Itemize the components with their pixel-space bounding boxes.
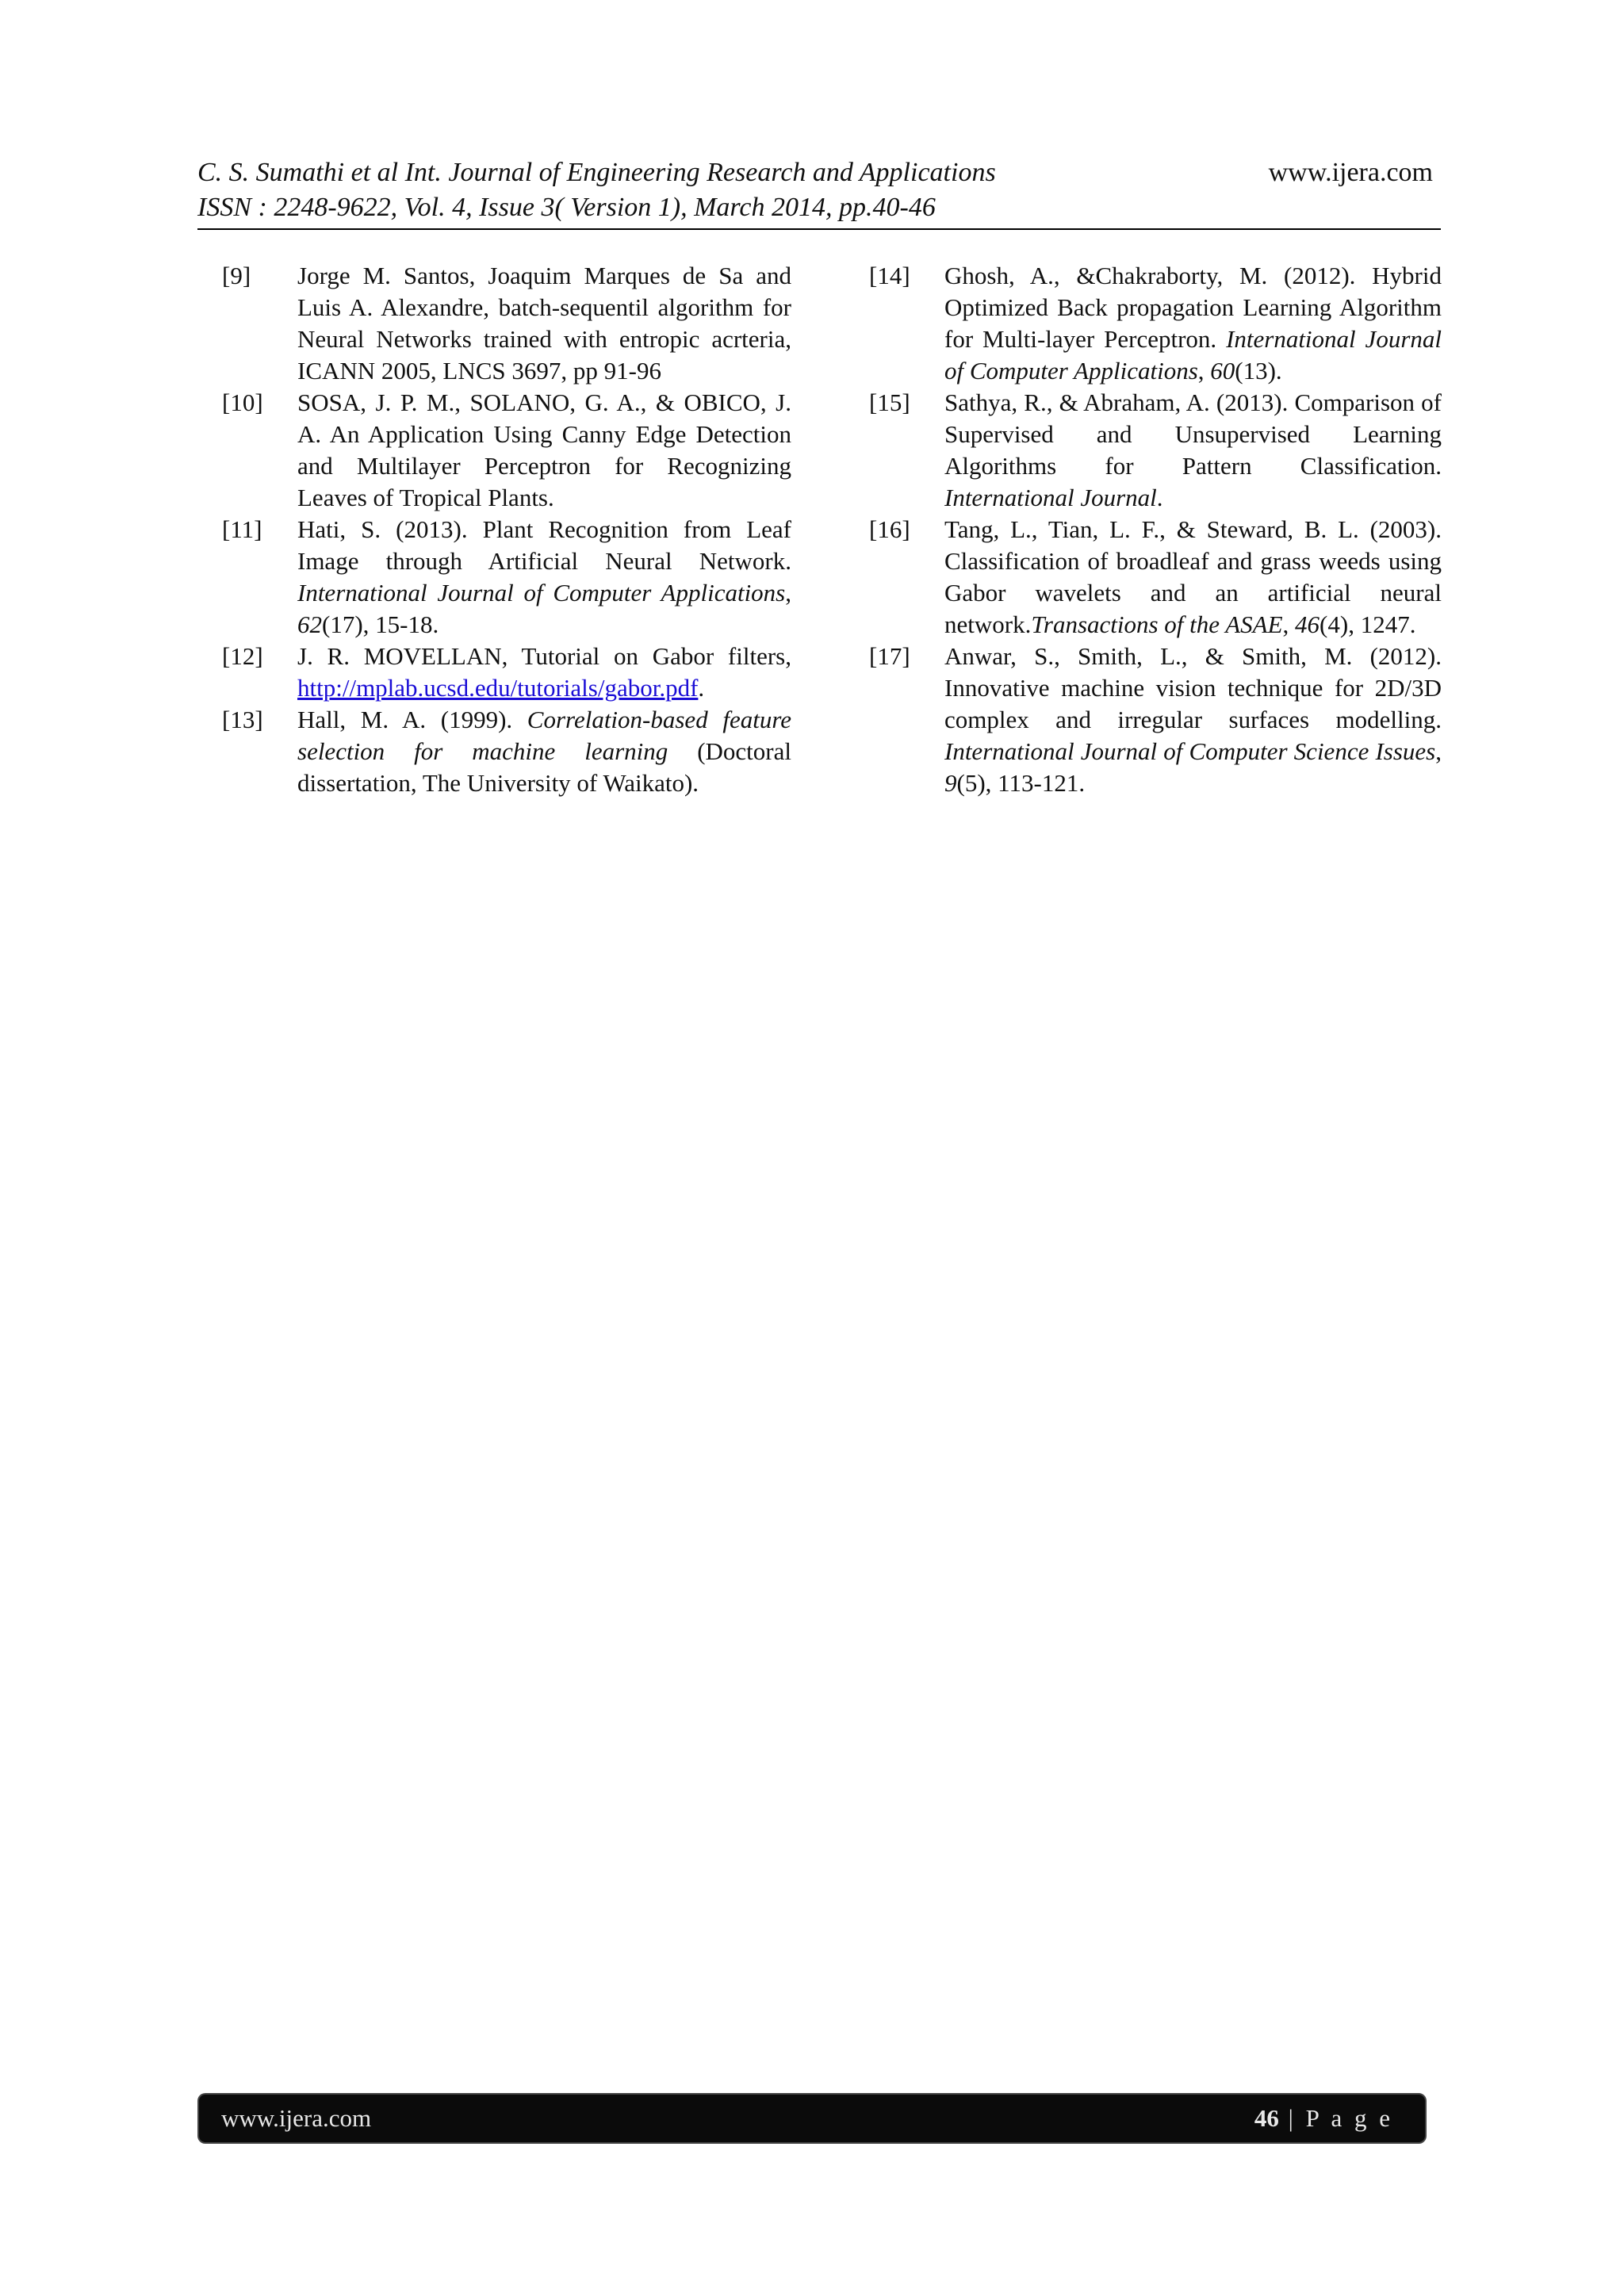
reference-11 (222, 514, 791, 641)
reference-12 (222, 641, 791, 704)
reference-text: Jorge M. Santos, Joaquim Marques de Sa and Luis A. Alexandre, batch-sequentil algorithm for Neural Networks trained with entropic acrteria, ICANN 2005, LNCS 3697, pp 91-96 (297, 262, 791, 385)
page-label: | P a g e (1278, 2104, 1393, 2132)
reference-number: [9] (222, 262, 251, 289)
header-issn: ISSN : 2248-9622, Vol. 4, Issue 3( Version 1), March 2014, pp.40-46 (197, 193, 936, 222)
reference-text: SOSA, J. P. M., SOLANO, G. A., & OBICO, J. A. An Application Using Canny Edge Detection and Multilayer Perceptron for Recognizing Leaves of Tropical Plants. (297, 388, 791, 511)
reference-number: [16] (869, 515, 910, 543)
journal-name: International Journal of Computer Applications (297, 579, 786, 607)
volume: 60 (1210, 357, 1235, 385)
reference-10 (222, 387, 791, 514)
header-line-1 (197, 155, 1441, 190)
page-header (197, 155, 1441, 230)
reference-13 (222, 704, 791, 799)
volume: 46 (1295, 610, 1320, 638)
reference-text: Hall, M. A. (1999). Correlation-based feature selection for machine learning (Doctoral dissertation, The University of Waikato). (297, 706, 791, 797)
references-left-column (222, 260, 791, 799)
work-title: Correlation-based feature selection for machine learning (297, 706, 791, 765)
reference-16 (869, 514, 1442, 641)
reference-text: Ghosh, A., &Chakraborty, M. (2012). Hybrid Optimized Back propagation Learning Algorithm for Multi-layer Perceptron. International Journal of Computer Applications, 60(13). (944, 262, 1442, 385)
reference-text: Hati, S. (2013). Plant Recognition from Leaf Image through Artificial Neural Network. International Journal of Computer Applications, 62(17), 15-18. (297, 515, 791, 638)
footer-url[interactable]: www.ijera.com (221, 2104, 372, 2132)
reference-15 (869, 387, 1442, 514)
reference-number: [13] (222, 706, 263, 733)
reference-14 (869, 260, 1442, 387)
page-footer (197, 2093, 1427, 2144)
reference-text: J. R. MOVELLAN, Tutorial on Gabor filters, http://mplab.ucsd.edu/tutorials/gabor.pdf. (297, 642, 791, 702)
reference-text: Tang, L., Tian, L. F., & Steward, B. L. (2003). Classification of broadleaf and grass weeds using Gabor wavelets and an artificial neural network.Transactions of the ASAE, 46(4), 1247. (944, 515, 1442, 638)
page-number: 46 (1254, 2104, 1279, 2132)
volume: 9 (944, 769, 957, 797)
reference-9 (222, 260, 791, 387)
journal-name: International Journal of Computer Applications (944, 325, 1442, 385)
reference-text: Sathya, R., & Abraham, A. (2013). Comparison of Supervised and Unsupervised Learning Algorithms for Pattern Classification. International Journal. (944, 388, 1442, 511)
reference-text: Anwar, S., Smith, L., & Smith, M. (2012). Innovative machine vision technique for 2D/3D complex and irregular surfaces modelling. International Journal of Computer Science Issues, 9(5), 113-121. (944, 642, 1442, 797)
reference-number: [15] (869, 388, 910, 416)
footer-page-indicator (1254, 2104, 1393, 2133)
journal-name: International Journal (944, 484, 1157, 511)
reference-number: [14] (869, 262, 910, 289)
reference-number: [11] (222, 515, 262, 543)
journal-name: Transactions of the ASAE (1031, 610, 1283, 638)
reference-number: [17] (869, 642, 910, 670)
reference-number: [10] (222, 388, 263, 416)
header-journal: C. S. Sumathi et al Int. Journal of Engineering Research and Applications (197, 158, 996, 187)
reference-17 (869, 641, 1442, 799)
journal-name: International Journal of Computer Science Issues (944, 737, 1436, 765)
references-right-column (869, 260, 1442, 799)
volume: 62 (297, 610, 322, 638)
header-url[interactable]: www.ijera.com (1268, 158, 1433, 187)
reference-number: [12] (222, 642, 263, 670)
reference-link[interactable]: http://mplab.ucsd.edu/tutorials/gabor.pdf (297, 674, 699, 702)
